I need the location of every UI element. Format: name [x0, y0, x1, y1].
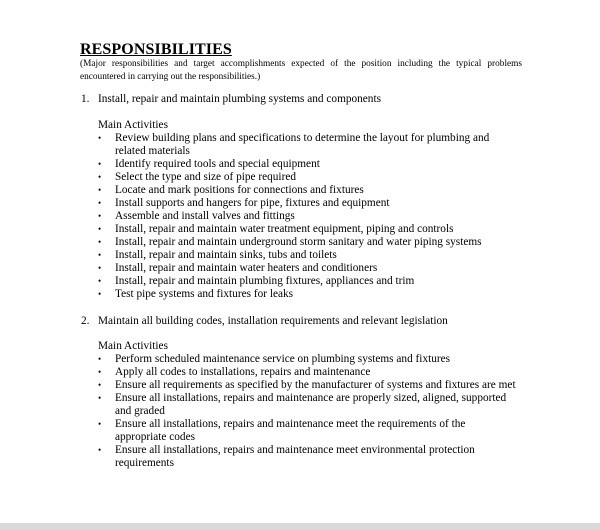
list-item — [98, 288, 498, 301]
bullet-icon: • — [98, 237, 102, 247]
responsibility-1-activities — [98, 132, 498, 301]
responsibility-1-text: Install, repair and maintain plumbing systems and components — [98, 93, 381, 105]
bullet-icon: • — [98, 250, 102, 260]
list-item-text: Ensure all installations, repairs and maintenance are properly sized, aligned, supported and graded — [115, 392, 507, 417]
bullet-icon: • — [98, 263, 102, 273]
bullet-icon: • — [98, 172, 102, 182]
bullet-icon: • — [98, 198, 102, 208]
list-item-text: Review building plans and specifications to determine the layout for plumbing and related materials — [115, 132, 490, 157]
list-item-text: Perform scheduled maintenance service on plumbing systems and fixtures — [115, 353, 451, 365]
bullet-icon: • — [98, 289, 102, 299]
list-item-text: Install, repair and maintain water heaters and conditioners — [115, 262, 378, 274]
responsibility-2-activities — [98, 353, 518, 470]
responsibility-2-number: 2. — [81, 315, 90, 327]
bullet-icon: • — [98, 133, 102, 143]
list-item-text: Ensure all requirements as specified by the manufacturer of systems and fixtures are met — [115, 379, 516, 391]
list-item-text: Identify required tools and special equipment — [115, 158, 320, 170]
bullet-icon: • — [98, 276, 102, 286]
responsibility-1-number: 1. — [81, 93, 90, 105]
list-item — [98, 249, 498, 262]
list-item — [98, 236, 498, 249]
list-item — [98, 444, 518, 470]
bullet-icon: • — [98, 367, 102, 377]
page-bottom-bar — [0, 523, 600, 530]
list-item-text: Install, repair and maintain plumbing fixtures, appliances and trim — [115, 275, 415, 287]
list-item-text: Ensure all installations, repairs and maintenance meet the requirements of the appropriate codes — [115, 418, 466, 443]
list-item-text: Locate and mark positions for connections and fixtures — [115, 184, 364, 196]
list-item-text: Select the type and size of pipe required — [115, 171, 296, 183]
list-item-text: Install, repair and maintain sinks, tubs and toilets — [115, 249, 337, 261]
responsibility-2-text: Maintain all building codes, installation requirements and relevant legislation — [98, 315, 448, 327]
responsibility-1-subheading: Main Activities — [98, 119, 168, 131]
list-item-text: Install supports and hangers for pipe, fixtures and equipment — [115, 197, 390, 209]
list-item-text: Install, repair and maintain water treatment equipment, piping and controls — [115, 223, 454, 235]
bullet-icon: • — [98, 224, 102, 234]
responsibility-1-title — [81, 93, 381, 106]
bullet-icon: • — [98, 445, 102, 455]
bullet-icon: • — [98, 354, 102, 364]
list-item — [98, 223, 498, 236]
bullet-icon: • — [98, 185, 102, 195]
list-item-text: Ensure all installations, repairs and maintenance meet environmental protection requirements — [115, 444, 475, 469]
list-item — [98, 392, 518, 418]
list-item — [98, 210, 498, 223]
section-heading: RESPONSIBILITIES — [80, 41, 232, 58]
bullet-icon: • — [98, 419, 102, 429]
list-item — [98, 275, 498, 288]
list-item — [98, 171, 498, 184]
bullet-icon: • — [98, 380, 102, 390]
responsibility-2-subheading: Main Activities — [98, 340, 168, 352]
bullet-icon: • — [98, 159, 102, 169]
list-item-text: Apply all codes to installations, repairs and maintenance — [115, 366, 371, 378]
list-item-text: Assemble and install valves and fittings — [115, 210, 295, 222]
bullet-icon: • — [98, 393, 102, 403]
list-item — [98, 366, 518, 379]
list-item-text: Test pipe systems and fixtures for leaks — [115, 288, 294, 300]
responsibility-2-title — [81, 315, 448, 328]
list-item — [98, 158, 498, 171]
list-item — [98, 184, 498, 197]
list-item — [98, 197, 498, 210]
list-item — [98, 353, 518, 366]
bullet-icon: • — [98, 211, 102, 221]
list-item — [98, 418, 518, 444]
list-item — [98, 132, 498, 158]
heading-note: (Major responsibilities and target accomplishments expected of the position including the typical problems encountered in carrying out the responsibilities.) — [80, 59, 522, 82]
list-item-text: Install, repair and maintain underground storm sanitary and water piping systems — [115, 236, 482, 248]
list-item — [98, 379, 518, 392]
list-item — [98, 262, 498, 275]
